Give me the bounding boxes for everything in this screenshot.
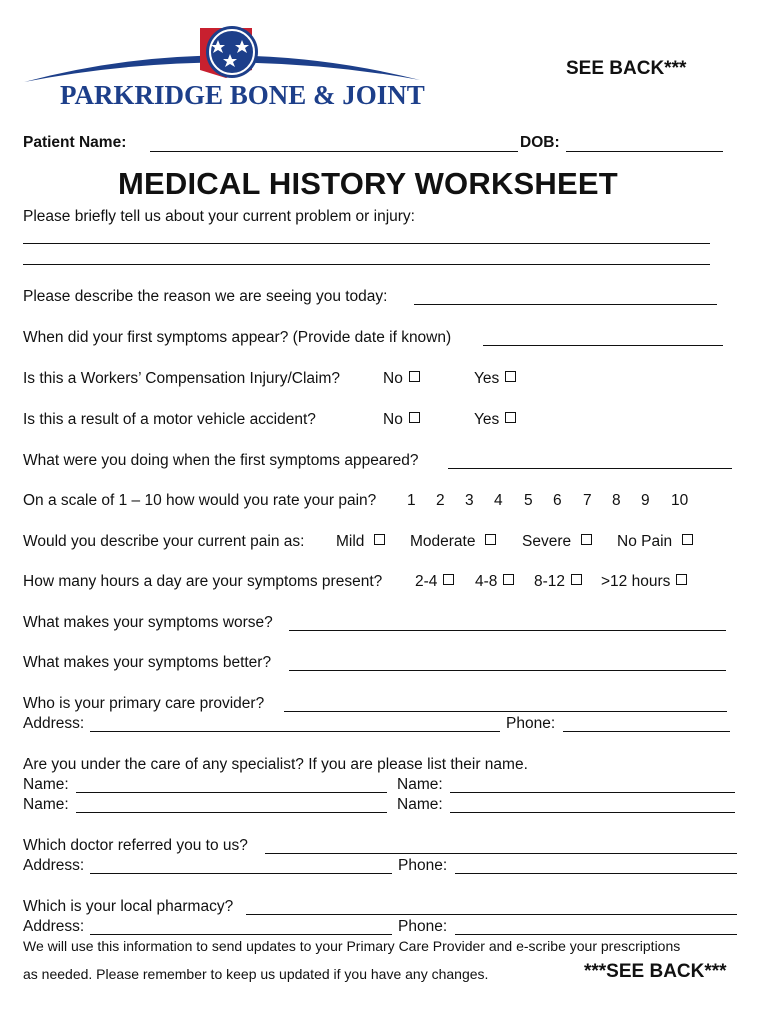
hours-12-plus[interactable]: >12 hours [601, 573, 687, 591]
pcp-phone-field[interactable] [563, 731, 730, 732]
q-motor-vehicle: Is this a result of a motor vehicle accident? [23, 411, 316, 428]
checkbox[interactable] [505, 371, 516, 382]
scale-10[interactable]: 10 [671, 492, 689, 509]
scale-9[interactable]: 9 [641, 492, 650, 509]
referred-phone-field[interactable] [455, 873, 737, 874]
pain-moderate[interactable]: Moderate [410, 533, 496, 551]
logo-text: PARKRIDGE BONE & JOINT [60, 80, 425, 110]
problem-field-1[interactable] [23, 243, 710, 244]
pharmacy-field[interactable] [246, 914, 737, 915]
q-better: What makes your symptoms better? [23, 654, 272, 671]
dob-label: DOB: [520, 134, 560, 151]
q-doing: What were you doing when the first symptoms appeared? [23, 452, 419, 469]
pcp-address-label: Address: [23, 715, 85, 732]
specialist-name-field-4[interactable] [450, 812, 735, 813]
q-referred: Which doctor referred you to us? [23, 837, 248, 854]
checkbox[interactable] [571, 574, 582, 585]
pharmacy-address-field[interactable] [90, 934, 392, 935]
doing-field[interactable] [448, 468, 732, 469]
q-first-symptoms: When did your first symptoms appear? (Provide date if known) [23, 329, 452, 346]
checkbox[interactable] [374, 534, 385, 545]
scale-5[interactable]: 5 [524, 492, 533, 509]
checkbox[interactable] [505, 412, 516, 423]
scale-8[interactable]: 8 [612, 492, 621, 509]
pcp-field[interactable] [284, 711, 727, 712]
see-back-top: SEE BACK*** [566, 58, 687, 79]
better-field[interactable] [289, 670, 726, 671]
q-reason: Please describe the reason we are seeing you today: [23, 288, 388, 305]
scale-2[interactable]: 2 [436, 492, 445, 509]
checkbox[interactable] [676, 574, 687, 585]
scale-6[interactable]: 6 [553, 492, 562, 509]
pharmacy-phone-label: Phone: [398, 918, 448, 935]
pcp-address-field[interactable] [90, 731, 500, 732]
pain-severe[interactable]: Severe [522, 533, 592, 551]
hours-8-12[interactable]: 8-12 [534, 573, 582, 591]
logo [20, 22, 430, 114]
scale-4[interactable]: 4 [494, 492, 503, 509]
checkbox[interactable] [682, 534, 693, 545]
referred-field[interactable] [265, 853, 737, 854]
q-pcp: Who is your primary care provider? [23, 695, 265, 712]
motor-vehicle-no[interactable]: No [383, 411, 420, 429]
pharmacy-address-label: Address: [23, 918, 85, 935]
q-pharmacy: Which is your local pharmacy? [23, 898, 234, 915]
q-hours: How many hours a day are your symptoms present? [23, 573, 383, 590]
problem-field-2[interactable] [23, 264, 710, 265]
checkbox[interactable] [409, 412, 420, 423]
checkbox[interactable] [443, 574, 454, 585]
page-title: MEDICAL HISTORY WORKSHEET [118, 166, 618, 201]
motor-vehicle-yes[interactable]: Yes [474, 411, 516, 429]
specialist-name-label-1: Name: [23, 776, 69, 793]
referred-address-field[interactable] [90, 873, 392, 874]
checkbox[interactable] [409, 371, 420, 382]
referred-address-label: Address: [23, 857, 85, 874]
specialist-name-label-4: Name: [397, 796, 443, 813]
scale-7[interactable]: 7 [583, 492, 592, 509]
patient-name-field[interactable] [150, 151, 518, 152]
pain-none[interactable]: No Pain [617, 533, 693, 551]
q-problem: Please briefly tell us about your current problem or injury: [23, 208, 415, 225]
pcp-phone-label: Phone: [506, 715, 556, 732]
specialist-name-field-3[interactable] [76, 812, 387, 813]
q-describe-pain: Would you describe your current pain as: [23, 533, 305, 550]
specialist-name-field-2[interactable] [450, 792, 735, 793]
footer-line-1: We will use this information to send updates to your Primary Care Provider and e-scribe your prescriptions [23, 938, 681, 954]
specialist-name-label-3: Name: [23, 796, 69, 813]
patient-name-label: Patient Name: [23, 134, 127, 151]
first-symptoms-field[interactable] [483, 345, 723, 346]
referred-phone-label: Phone: [398, 857, 448, 874]
see-back-bottom: ***SEE BACK*** [584, 961, 727, 982]
specialist-name-label-2: Name: [397, 776, 443, 793]
q-workers-comp: Is this a Workers’ Compensation Injury/Claim? [23, 370, 341, 387]
reason-field[interactable] [414, 304, 717, 305]
workers-comp-no[interactable]: No [383, 370, 420, 388]
q-specialist: Are you under the care of any specialist? If you are please list their name. [23, 756, 528, 773]
checkbox[interactable] [581, 534, 592, 545]
pain-mild[interactable]: Mild [336, 533, 385, 551]
hours-2-4[interactable]: 2-4 [415, 573, 454, 591]
worse-field[interactable] [289, 630, 726, 631]
checkbox[interactable] [503, 574, 514, 585]
pharmacy-phone-field[interactable] [455, 934, 737, 935]
footer-line-2: as needed. Please remember to keep us updated if you have any changes. [23, 966, 489, 982]
workers-comp-yes[interactable]: Yes [474, 370, 516, 388]
hours-4-8[interactable]: 4-8 [475, 573, 514, 591]
dob-field[interactable] [566, 151, 723, 152]
checkbox[interactable] [485, 534, 496, 545]
scale-3[interactable]: 3 [465, 492, 474, 509]
specialist-name-field-1[interactable] [76, 792, 387, 793]
q-worse: What makes your symptoms worse? [23, 614, 273, 631]
q-scale: On a scale of 1 – 10 how would you rate your pain? [23, 492, 377, 509]
scale-1[interactable]: 1 [407, 492, 416, 509]
